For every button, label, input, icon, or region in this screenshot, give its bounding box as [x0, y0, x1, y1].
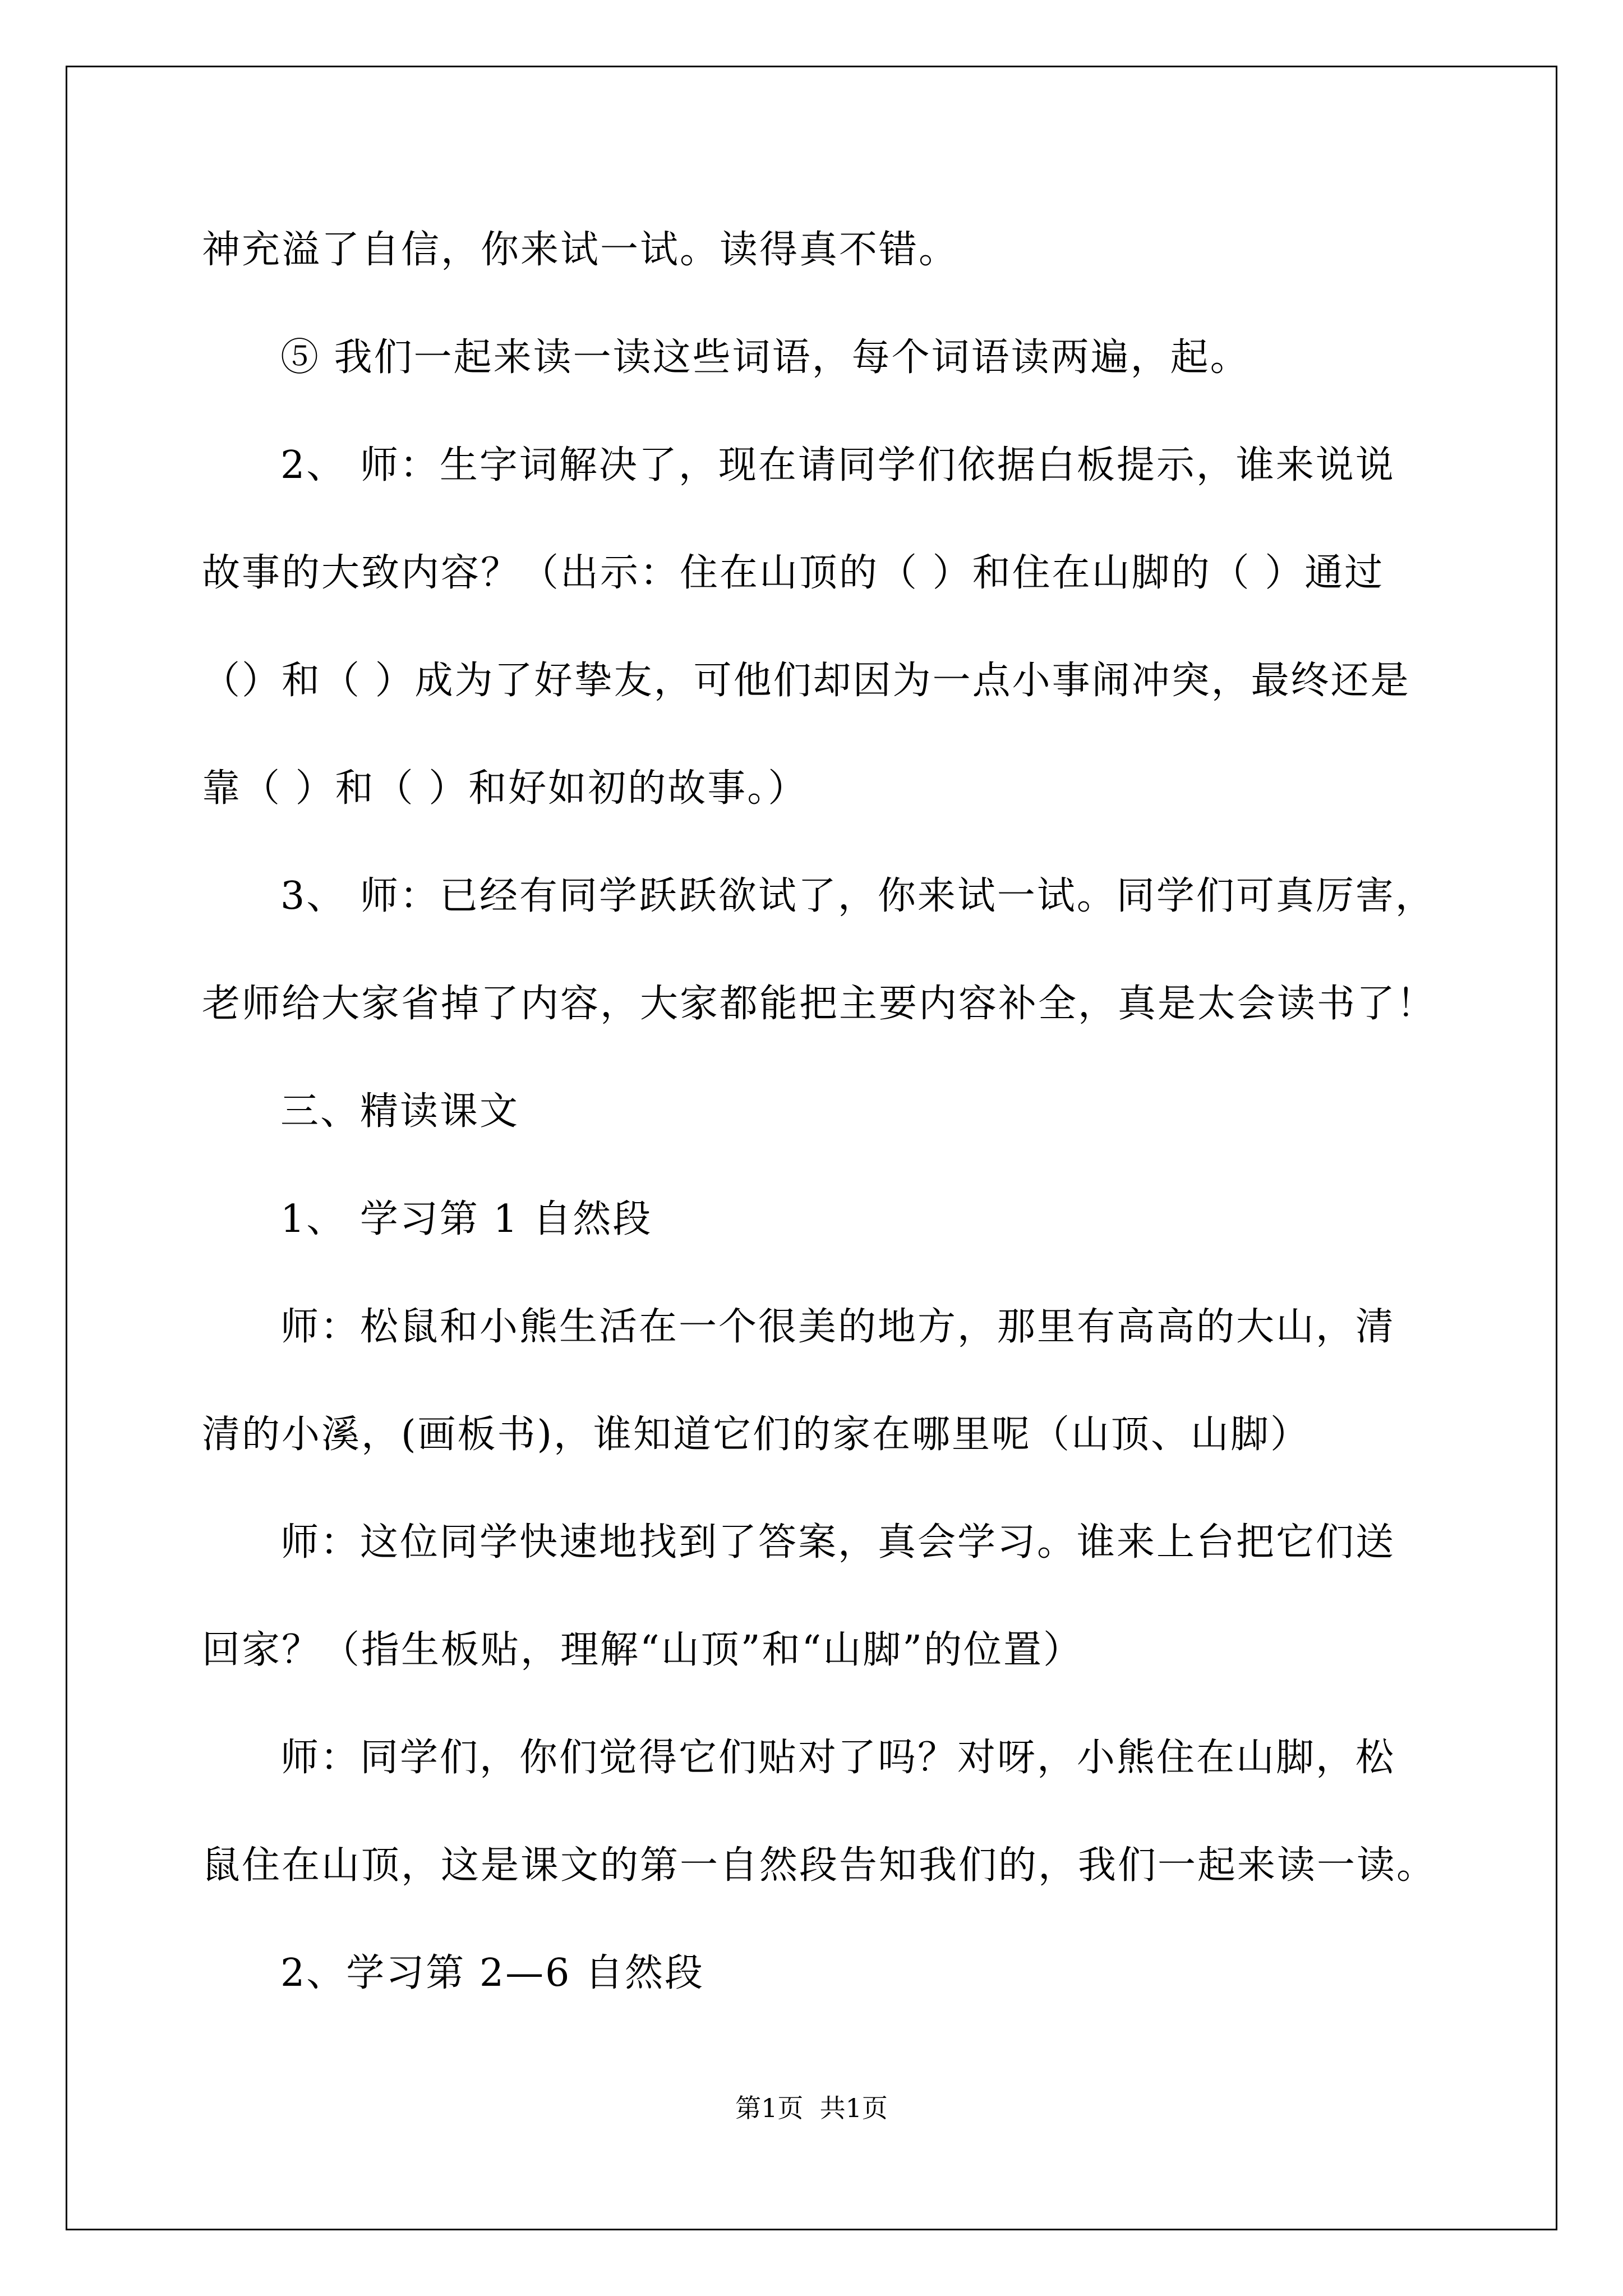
- text-line: 3、 师：已经有同学跃跃欲试了，你来试一试。同学们可真厉害，: [280, 874, 1435, 918]
- text-line: 神充溢了自信，你来试一试。读得真不错。: [202, 228, 959, 272]
- text-line: 靠（ ）和（ ）和好如初的故事。）: [202, 766, 808, 811]
- text-line: 2、 师：生字词解决了，现在请同学们依据白板提示，谁来说说: [280, 443, 1395, 487]
- text-line: 回家？（指生板贴，理解“山顶”和“山脚”的位置）: [202, 1628, 1083, 1672]
- text-line: 师：这位同学快速地找到了答案，真会学习。谁来上台把它们送: [280, 1520, 1396, 1565]
- section-heading: 三、精读课文: [280, 1089, 520, 1134]
- text-line: （）和（ ）成为了好挚友，可他们却因为一点小事闹冲突，最终还是: [202, 659, 1410, 703]
- subsection-heading: 1、 学习第 1 自然段: [280, 1197, 653, 1241]
- text-line: 师：同学们，你们觉得它们贴对了吗？对呀，小熊住在山脚，松: [280, 1736, 1396, 1780]
- text-line: 鼠住在山顶，这是课文的第一自然段告知我们的，我们一起来读一读。: [202, 1843, 1437, 1888]
- text-line: 师：松鼠和小熊生活在一个很美的地方，那里有高高的大山，清: [280, 1305, 1396, 1349]
- page-border: [66, 66, 1557, 2230]
- text-line: ⑤ 我们一起来读一读这些词语，每个词语读两遍，起。: [280, 335, 1250, 380]
- page-footer: 第1页 共1页: [735, 2093, 888, 2123]
- text-line: 清的小溪，(画板书)，谁知道它们的家在哪里呢（山顶、山脚）: [202, 1412, 1311, 1457]
- text-line: 故事的大致内容？（出示：住在山顶的（ ）和住在山脚的（ ）通过: [202, 551, 1385, 595]
- subsection-heading: 2、学习第 2—6 自然段: [280, 1951, 705, 1995]
- text-line: 老师给大家省掉了内容，大家都能把主要内容补全，真是太会读书了！: [202, 982, 1437, 1026]
